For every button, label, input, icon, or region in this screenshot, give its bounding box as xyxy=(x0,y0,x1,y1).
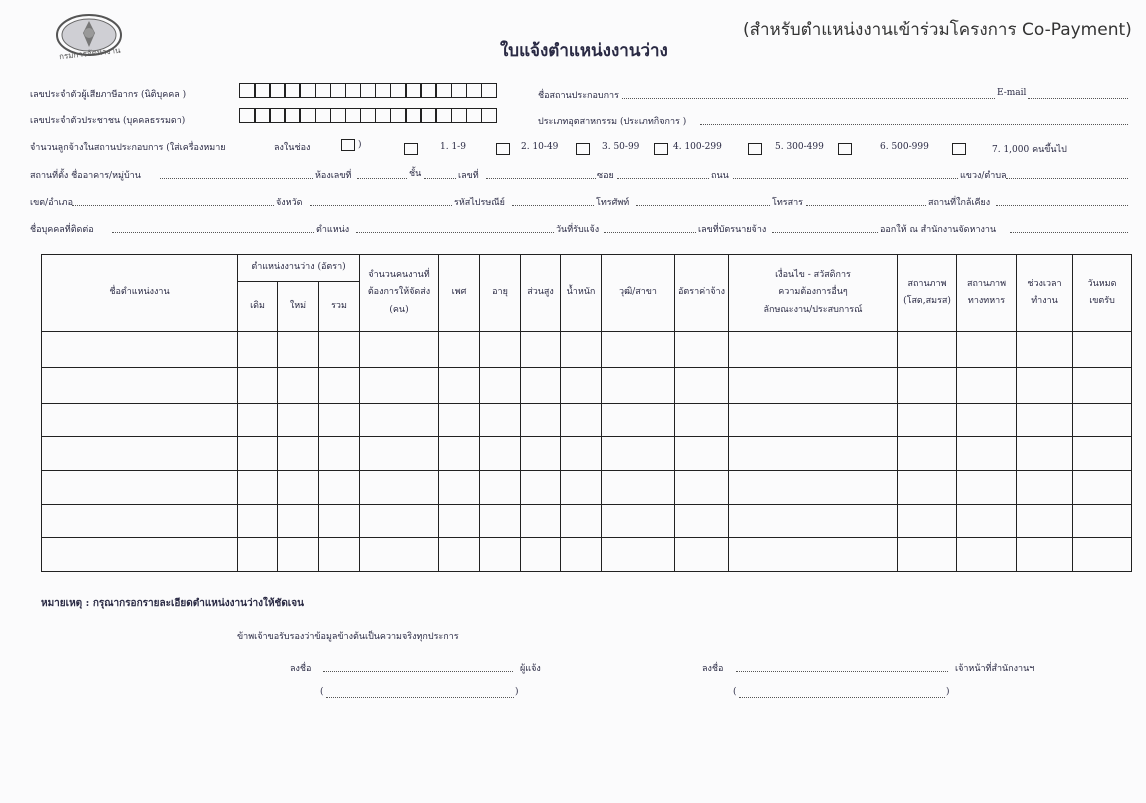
table-cell[interactable] xyxy=(319,538,360,572)
range-label-7: 7. 1,000 คนขึ้นไป xyxy=(992,145,1067,155)
room-label: ห้องเลขที่ xyxy=(315,171,352,181)
table-cell[interactable] xyxy=(439,505,480,538)
table-cell[interactable] xyxy=(360,368,439,404)
table-cell[interactable] xyxy=(278,538,319,572)
floor-field[interactable] xyxy=(424,169,456,179)
table-cell[interactable] xyxy=(360,538,439,572)
notifier-signature-field[interactable] xyxy=(323,662,513,672)
location-label: สถานที่ตั้ง ชื่ออาคาร/หมู่บ้าน xyxy=(30,171,141,181)
notifier-paren-close: ) xyxy=(515,687,519,697)
col-hours-line2: ทำงาน xyxy=(1031,296,1058,306)
table-cell[interactable] xyxy=(957,505,1017,538)
citizen-id-label: เลขประจำตัวประชาชน (บุคคลธรรมดา) xyxy=(30,116,186,126)
table-cell[interactable] xyxy=(561,505,602,538)
col-military xyxy=(957,255,1017,332)
room-field[interactable] xyxy=(357,169,407,179)
company-name-label: ชื่อสถานประกอบการ xyxy=(538,91,619,101)
table-cell[interactable] xyxy=(898,332,957,368)
table-cell[interactable] xyxy=(480,437,521,471)
table-cell[interactable] xyxy=(1017,471,1073,505)
table-cell[interactable] xyxy=(480,404,521,437)
table-cell[interactable] xyxy=(278,437,319,471)
phone-label: โทรศัพท์ xyxy=(596,198,630,208)
table-cell[interactable] xyxy=(1017,332,1073,368)
table-cell[interactable] xyxy=(319,368,360,404)
table-cell[interactable] xyxy=(1073,538,1132,572)
table-cell[interactable] xyxy=(561,471,602,505)
col-hours xyxy=(1017,255,1073,332)
table-cell[interactable] xyxy=(1073,505,1132,538)
range-checkbox-1[interactable] xyxy=(404,143,418,155)
page-title: ใบแจ้งตำแหน่งงานว่าง xyxy=(500,41,668,61)
district-label: เขต/อำเภอ xyxy=(30,198,73,208)
range-checkbox-3[interactable] xyxy=(576,143,590,155)
table-cell[interactable] xyxy=(561,332,602,368)
table-cell[interactable] xyxy=(729,538,898,572)
table-cell[interactable] xyxy=(278,332,319,368)
col-dispatch-line2: ต้องการให้จัดส่ง xyxy=(367,287,431,298)
col-conditions-line1: เงื่อนไข - สวัสดิการ xyxy=(775,270,851,281)
col-dispatch xyxy=(360,255,439,332)
col-military-line1: สถานภาพ xyxy=(966,278,1007,289)
floor-label: ชั้น xyxy=(409,169,422,179)
table-cell[interactable] xyxy=(1073,404,1132,437)
range-checkbox-7[interactable] xyxy=(952,143,966,155)
table-cell[interactable] xyxy=(439,471,480,505)
received-date-label: วันที่รับแจ้ง xyxy=(556,225,600,235)
table-cell[interactable] xyxy=(480,538,521,572)
table-cell[interactable] xyxy=(439,437,480,471)
table-cell[interactable] xyxy=(1073,368,1132,404)
province-field[interactable] xyxy=(310,196,452,206)
table-cell[interactable] xyxy=(42,332,238,368)
officer-name-field[interactable] xyxy=(739,688,945,698)
col-vacancy-new: ใหม่ xyxy=(278,282,319,332)
table-cell[interactable] xyxy=(439,368,480,404)
postcode-field[interactable] xyxy=(512,196,594,206)
col-marital-line2: (โสด,สมรส) xyxy=(903,296,951,306)
table-cell[interactable] xyxy=(360,471,439,505)
table-cell[interactable] xyxy=(898,505,957,538)
range-label-5: 5. 300-499 xyxy=(775,142,824,152)
range-label-2: 2. 10-49 xyxy=(521,142,559,152)
col-age: อายุ xyxy=(480,255,521,332)
table-cell[interactable] xyxy=(957,368,1017,404)
table-cell[interactable] xyxy=(1017,505,1073,538)
table-cell[interactable] xyxy=(1073,437,1132,471)
table-cell[interactable] xyxy=(238,538,278,572)
range-label-3: 3. 50-99 xyxy=(602,142,640,152)
table-cell[interactable] xyxy=(1017,437,1073,471)
table-cell[interactable] xyxy=(957,332,1017,368)
program-note: (สำหรับตำแหน่งงานเข้าร่วมโครงการ Co-Payment) xyxy=(743,20,1132,40)
table-cell[interactable] xyxy=(278,404,319,437)
table-cell[interactable] xyxy=(238,471,278,505)
employee-count-close: ) xyxy=(358,140,362,150)
table-cell[interactable] xyxy=(521,368,561,404)
table-body xyxy=(42,332,1132,572)
table-cell[interactable] xyxy=(238,368,278,404)
officer-signature-field[interactable] xyxy=(736,662,948,672)
district-field[interactable] xyxy=(72,196,274,206)
col-deadline xyxy=(1073,255,1132,332)
table-cell[interactable] xyxy=(360,437,439,471)
table-cell[interactable] xyxy=(439,404,480,437)
table-cell[interactable] xyxy=(675,404,729,437)
road-field[interactable] xyxy=(733,169,958,179)
table-cell[interactable] xyxy=(675,368,729,404)
fax-label: โทรสาร xyxy=(772,198,803,208)
road-label: ถนน xyxy=(711,171,729,181)
officer-paren-close: ) xyxy=(946,687,950,697)
col-weight: น้ำหนัก xyxy=(561,255,602,332)
table-cell[interactable] xyxy=(360,404,439,437)
col-marital-line1: สถานภาพ xyxy=(907,278,947,289)
table-cell[interactable] xyxy=(602,505,675,538)
company-name-field[interactable] xyxy=(622,89,995,99)
table-cell[interactable] xyxy=(729,505,898,538)
contact-label: ชื่อบุคคลที่ติดต่อ xyxy=(30,225,94,235)
number-label: เลขที่ xyxy=(458,171,479,181)
table-cell[interactable] xyxy=(561,404,602,437)
table-cell[interactable] xyxy=(957,471,1017,505)
table-cell[interactable] xyxy=(675,538,729,572)
table-cell[interactable] xyxy=(957,404,1017,437)
table-cell[interactable] xyxy=(1073,332,1132,368)
table-row xyxy=(42,505,1132,538)
vacancy-table xyxy=(41,254,1132,572)
col-vacancy-total: รวม xyxy=(319,282,360,332)
table-cell[interactable] xyxy=(729,368,898,404)
sign-label-officer: ลงชื่อ xyxy=(702,664,724,674)
table-cell[interactable] xyxy=(957,437,1017,471)
table-cell[interactable] xyxy=(1073,471,1132,505)
table-cell[interactable] xyxy=(42,505,238,538)
table-cell[interactable] xyxy=(957,538,1017,572)
table-cell[interactable] xyxy=(521,437,561,471)
table-cell[interactable] xyxy=(480,368,521,404)
email-field[interactable] xyxy=(1028,89,1128,99)
table-cell[interactable] xyxy=(42,368,238,404)
table-cell[interactable] xyxy=(480,471,521,505)
table-cell[interactable] xyxy=(238,437,278,471)
table-cell[interactable] xyxy=(319,505,360,538)
sample-checkbox xyxy=(341,139,355,151)
table-cell[interactable] xyxy=(42,538,238,572)
nearby-label: สถานที่ใกล้เคียง xyxy=(928,198,991,208)
table-cell[interactable] xyxy=(439,538,480,572)
table-cell[interactable] xyxy=(675,505,729,538)
table-cell[interactable] xyxy=(898,471,957,505)
fax-field[interactable] xyxy=(806,196,926,206)
table-cell[interactable] xyxy=(238,404,278,437)
table-cell[interactable] xyxy=(675,437,729,471)
table-cell[interactable] xyxy=(360,505,439,538)
col-height: ส่วนสูง xyxy=(521,255,561,332)
table-row xyxy=(42,332,1132,368)
table-cell[interactable] xyxy=(602,332,675,368)
soi-label: ซอย xyxy=(597,171,614,181)
table-cell[interactable] xyxy=(319,437,360,471)
received-date-field[interactable] xyxy=(604,223,696,233)
col-education: วุฒิ/สาขา xyxy=(602,255,675,332)
table-cell[interactable] xyxy=(480,505,521,538)
range-label-6: 6. 500-999 xyxy=(880,142,929,152)
table-cell[interactable] xyxy=(439,332,480,368)
employer-reg-field[interactable] xyxy=(772,223,878,233)
table-cell[interactable] xyxy=(238,505,278,538)
table-cell[interactable] xyxy=(319,471,360,505)
location-field[interactable] xyxy=(160,169,313,179)
table-cell[interactable] xyxy=(42,437,238,471)
col-conditions-line3: ลักษณะงาน/ประสบการณ์ xyxy=(763,304,863,315)
contact-field[interactable] xyxy=(112,223,314,233)
range-checkbox-5[interactable] xyxy=(748,143,762,155)
table-cell[interactable] xyxy=(42,404,238,437)
col-vacancy: ตำแหน่งงานว่าง (อัตรา) xyxy=(238,255,360,282)
table-cell[interactable] xyxy=(729,332,898,368)
position-field[interactable] xyxy=(356,223,554,233)
position-label: ตำแหน่ง xyxy=(316,225,350,235)
table-cell[interactable] xyxy=(898,404,957,437)
sign-label-notifier: ลงชื่อ xyxy=(290,664,312,674)
col-vacancy-old: เดิม xyxy=(238,282,278,332)
col-dispatch-line3: (คน) xyxy=(389,304,409,315)
table-cell[interactable] xyxy=(602,437,675,471)
table-cell[interactable] xyxy=(602,538,675,572)
table-cell[interactable] xyxy=(278,368,319,404)
col-military-line2: ทางทหาร xyxy=(967,296,1006,306)
table-cell[interactable] xyxy=(729,471,898,505)
table-cell[interactable] xyxy=(319,404,360,437)
table-row xyxy=(42,404,1132,437)
table-cell[interactable] xyxy=(675,332,729,368)
issued-at-field[interactable] xyxy=(1010,223,1128,233)
col-conditions-line2: ความต้องการอื่นๆ xyxy=(778,287,848,298)
col-deadline-line2: เขตรับ xyxy=(1089,296,1115,306)
table-row xyxy=(42,471,1132,505)
employee-count-label: จำนวนลูกจ้างในสถานประกอบการ (ใส่เครื่องหมาย xyxy=(30,143,226,153)
range-label-1: 1. 1-9 xyxy=(440,142,466,152)
employer-reg-label: เลขที่บัตรนายจ้าง xyxy=(698,225,767,235)
table-cell[interactable] xyxy=(561,538,602,572)
col-sex: เพศ xyxy=(439,255,480,332)
notifier-paren-open: ( xyxy=(320,687,324,697)
table-cell[interactable] xyxy=(238,332,278,368)
table-cell[interactable] xyxy=(521,538,561,572)
table-cell[interactable] xyxy=(480,332,521,368)
officer-label: เจ้าหน้าที่สำนักงานฯ xyxy=(955,664,1035,674)
certify-statement: ข้าพเจ้าขอรับรองว่าข้อมูลข้างต้นเป็นความจริงทุกประการ xyxy=(237,632,459,642)
col-hours-line1: ช่วงเวลา xyxy=(1027,278,1062,289)
table-cell[interactable] xyxy=(602,404,675,437)
table-cell[interactable] xyxy=(561,437,602,471)
table-cell[interactable] xyxy=(360,332,439,368)
col-wage: อัตราค่าจ้าง xyxy=(675,255,729,332)
col-position: ชื่อตำแหน่งงาน xyxy=(42,255,238,332)
table-cell[interactable] xyxy=(898,437,957,471)
industry-field[interactable] xyxy=(700,115,1128,125)
table-cell[interactable] xyxy=(898,368,957,404)
table-cell[interactable] xyxy=(602,471,675,505)
table-cell[interactable] xyxy=(1017,538,1073,572)
industry-label: ประเภทอุตสาหกรรม (ประเภทกิจการ ) xyxy=(538,117,687,127)
nearby-field[interactable] xyxy=(996,196,1128,206)
col-conditions xyxy=(729,255,898,332)
citizen-id-boxes[interactable] xyxy=(239,108,496,123)
table-row xyxy=(42,437,1132,471)
table-cell[interactable] xyxy=(278,471,319,505)
table-cell[interactable] xyxy=(729,404,898,437)
tax-id-label: เลขประจำตัวผู้เสียภาษีอากร (นิติบุคคล ) xyxy=(30,90,187,100)
employee-count-hint: ลงในช่อง xyxy=(274,143,311,153)
range-checkbox-4[interactable] xyxy=(654,143,668,155)
table-cell[interactable] xyxy=(521,471,561,505)
table-cell[interactable] xyxy=(521,404,561,437)
range-checkbox-6[interactable] xyxy=(838,143,852,155)
table-cell[interactable] xyxy=(729,437,898,471)
table-cell[interactable] xyxy=(521,332,561,368)
col-dispatch-line1: จำนวนคนงานที่ xyxy=(368,270,430,281)
notifier-name-field[interactable] xyxy=(326,688,514,698)
col-marital xyxy=(898,255,957,332)
province-label: จังหวัด xyxy=(276,198,303,208)
issued-at-label: ออกให้ ณ สำนักงานจัดหางาน xyxy=(880,225,997,235)
table-cell[interactable] xyxy=(898,538,957,572)
postcode-label: รหัสไปรษณีย์ xyxy=(454,198,505,208)
email-label: E-mail xyxy=(997,88,1027,98)
table-cell[interactable] xyxy=(42,471,238,505)
subdistrict-label: แขวง/ตำบล xyxy=(960,171,1007,181)
soi-field[interactable] xyxy=(617,169,709,179)
table-cell[interactable] xyxy=(602,368,675,404)
range-label-4: 4. 100-299 xyxy=(673,142,722,152)
table-cell[interactable] xyxy=(521,505,561,538)
table-cell[interactable] xyxy=(675,471,729,505)
table-row xyxy=(42,538,1132,572)
officer-paren-open: ( xyxy=(733,687,737,697)
tax-id-boxes[interactable] xyxy=(239,83,496,98)
table-cell[interactable] xyxy=(561,368,602,404)
number-field[interactable] xyxy=(486,169,596,179)
notifier-label: ผู้แจ้ง xyxy=(520,664,541,674)
agency-seal-text: กรมการจัดหางาน xyxy=(58,45,121,62)
table-cell[interactable] xyxy=(1017,404,1073,437)
col-deadline-line1: วันหมด xyxy=(1087,278,1117,289)
phone-field[interactable] xyxy=(636,196,770,206)
table-cell[interactable] xyxy=(278,505,319,538)
table-cell[interactable] xyxy=(319,332,360,368)
range-checkbox-2[interactable] xyxy=(496,143,510,155)
table-row xyxy=(42,368,1132,404)
remark: หมายเหตุ : กรุณากรอกรายละเอียดตำแหน่งงานว่างให้ชัดเจน xyxy=(41,598,304,609)
table-cell[interactable] xyxy=(1017,368,1073,404)
subdistrict-field[interactable] xyxy=(1006,169,1128,179)
